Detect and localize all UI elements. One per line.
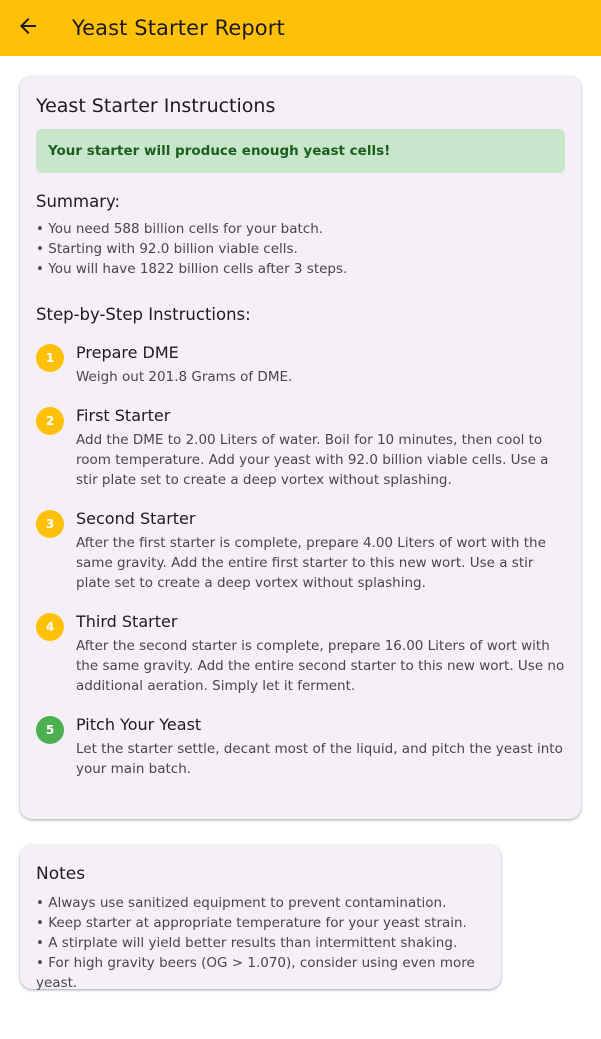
step-number-badge: 1 bbox=[36, 344, 64, 372]
step-title: Pitch Your Yeast bbox=[76, 715, 202, 734]
summary-item: • Starting with 92.0 billion viable cells. bbox=[36, 241, 298, 257]
step-title: First Starter bbox=[76, 406, 171, 425]
step-description: After the second starter is complete, prepare 16.00 Liters of wort with the same gravity. Add the entire second starter to this new wort. Use no additional aeration. Simply let it ferment. bbox=[76, 638, 565, 694]
step-description: After the first starter is complete, prepare 4.00 Liters of wort with the same gravity. Add the entire first starter to this new wort. Use a stir plate set to create a deep vortex without splashing. bbox=[76, 535, 546, 591]
step-title: Second Starter bbox=[76, 509, 196, 528]
step-number-badge: 4 bbox=[36, 613, 64, 641]
notes-card bbox=[20, 845, 501, 989]
step-description: Weigh out 201.8 Grams of DME. bbox=[76, 369, 293, 385]
success-message: Your starter will produce enough yeast cells! bbox=[48, 143, 391, 159]
arrow-left-icon bbox=[16, 14, 40, 42]
step-description: Let the starter settle, decant most of the liquid, and pitch the yeast into your main batch. bbox=[76, 741, 563, 777]
page-title: Yeast Starter Report bbox=[72, 16, 285, 40]
step-description: Add the DME to 2.00 Liters of water. Boil for 10 minutes, then cool to room temperature. Add your yeast with 92.0 billion viable cells. Use a stir plate set to create a deep vortex without splashing. bbox=[76, 432, 549, 488]
note-item: • Keep starter at appropriate temperature for your yeast strain. bbox=[36, 915, 467, 931]
notes-title: Notes bbox=[36, 864, 86, 884]
success-banner bbox=[36, 129, 565, 173]
back-button[interactable] bbox=[0, 0, 56, 56]
summary-heading: Summary: bbox=[36, 192, 121, 211]
note-item: • Always use sanitized equipment to prevent contamination. bbox=[36, 895, 447, 911]
summary-item: • You need 588 billion cells for your batch. bbox=[36, 221, 324, 237]
app-bar bbox=[0, 0, 601, 56]
step-number-badge: 5 bbox=[36, 716, 64, 744]
step-item bbox=[36, 342, 565, 387]
step-number-badge: 3 bbox=[36, 510, 64, 538]
note-item: • A stirplate will yield better results than intermittent shaking. bbox=[36, 935, 458, 951]
step-item bbox=[36, 714, 565, 779]
step-title: Prepare DME bbox=[76, 343, 179, 362]
instructions-title: Yeast Starter Instructions bbox=[36, 95, 276, 117]
step-item bbox=[36, 508, 565, 593]
step-number-badge: 2 bbox=[36, 407, 64, 435]
step-title: Third Starter bbox=[76, 612, 178, 631]
summary-item: • You will have 1822 billion cells after 3 steps. bbox=[36, 261, 348, 277]
steps-heading: Step-by-Step Instructions: bbox=[36, 305, 251, 324]
instructions-card bbox=[20, 76, 581, 819]
note-item: • For high gravity beers (OG > 1.070), consider using even more yeast. bbox=[36, 955, 475, 991]
step-item bbox=[36, 405, 565, 490]
summary-list bbox=[36, 219, 565, 279]
step-item bbox=[36, 611, 565, 696]
notes-list bbox=[36, 893, 485, 993]
